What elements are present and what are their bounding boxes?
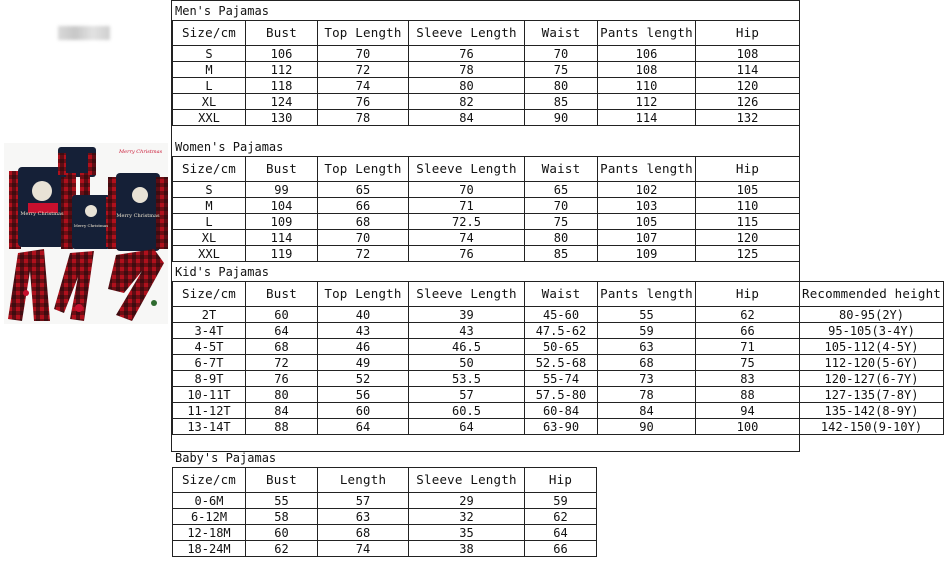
men-size-table [172,20,800,126]
women-cell: 103 [598,198,696,214]
kids-table-row [173,307,944,323]
women-cell: 70 [409,182,525,198]
kids-cell: 50-65 [525,339,598,355]
kids-cell: 84 [246,403,318,419]
women-cell: 76 [409,246,525,262]
women-size-table [172,156,800,262]
men-cell: XXL [173,110,246,126]
baby-cell: 18-24M [173,541,246,557]
kids-cell: 95-105(3-4Y) [800,323,944,339]
kids-header-cell: Hip [696,282,800,307]
men-cell: 90 [525,110,598,126]
men-cell: 85 [525,94,598,110]
baby-cell: 57 [318,493,409,509]
women-table-row [173,230,800,246]
men-cell: 124 [246,94,318,110]
product-photo [4,143,168,324]
men-header-cell: Hip [696,21,800,46]
kids-cell: 60-84 [525,403,598,419]
kids-cell: 40 [318,307,409,323]
kids-header-row [173,282,944,307]
baby-section-title: Baby's Pajamas [175,451,277,465]
women-cell: 74 [409,230,525,246]
women-cell: XXL [173,246,246,262]
women-header-cell: Hip [696,157,800,182]
kids-header-cell: Size/cm [173,282,246,307]
kids-cell: 64 [409,419,525,435]
men-header-cell: Top Length [318,21,409,46]
baby-cell: 64 [525,525,597,541]
men-cell: 118 [246,78,318,94]
women-cell: S [173,182,246,198]
shirt-text-left: Merry Christmas [20,211,64,217]
kids-cell: 4-5T [173,339,246,355]
kids-cell: 80-95(2Y) [800,307,944,323]
baby-cell: 29 [409,493,525,509]
baby-cell: 0-6M [173,493,246,509]
shirt-text-middle: Merry Christmas [73,223,109,228]
men-header-cell: Pants length [598,21,696,46]
women-table-row [173,214,800,230]
kids-table-row [173,419,944,435]
kids-cell: 39 [409,307,525,323]
men-header-cell: Waist [525,21,598,46]
kids-cell: 68 [598,355,696,371]
baby-cell: 62 [246,541,318,557]
baby-cell: 32 [409,509,525,525]
men-cell: 112 [246,62,318,78]
women-cell: 109 [246,214,318,230]
kids-cell: 43 [409,323,525,339]
men-cell: 112 [598,94,696,110]
men-cell: 70 [318,46,409,62]
kids-cell: 142-150(9-10Y) [800,419,944,435]
men-header-cell: Bust [246,21,318,46]
pajama-set-illustration [4,143,168,324]
women-header-cell: Size/cm [173,157,246,182]
men-cell: 80 [525,78,598,94]
kids-table-row [173,403,944,419]
kids-cell: 59 [598,323,696,339]
kids-cell: 135-142(8-9Y) [800,403,944,419]
men-cell: 108 [598,62,696,78]
kids-cell: 64 [318,419,409,435]
kids-cell: 52 [318,371,409,387]
women-cell: 110 [696,198,800,214]
men-cell: 80 [409,78,525,94]
men-cell: XL [173,94,246,110]
baby-cell: 60 [246,525,318,541]
kids-cell: 112-120(5-6Y) [800,355,944,371]
kids-cell: 100 [696,419,800,435]
baby-cell: 74 [318,541,409,557]
kids-cell: 60.5 [409,403,525,419]
women-header-cell: Pants length [598,157,696,182]
women-cell: 102 [598,182,696,198]
men-header-cell: Sleeve Length [409,21,525,46]
kids-header-cell: Sleeve Length [409,282,525,307]
men-cell: 84 [409,110,525,126]
women-cell: 85 [525,246,598,262]
baby-table-row [173,509,597,525]
men-header-cell: Size/cm [173,21,246,46]
kids-cell: 76 [246,371,318,387]
women-cell: 105 [598,214,696,230]
men-cell: 74 [318,78,409,94]
women-table-row [173,198,800,214]
kids-cell: 53.5 [409,371,525,387]
kids-cell: 57 [409,387,525,403]
baby-size-table [172,467,597,557]
kids-table-row [173,371,944,387]
baby-cell: 62 [525,509,597,525]
shirt-text-right: Merry Christmas [116,213,160,219]
men-table-row [173,110,800,126]
men-cell: 78 [409,62,525,78]
kids-cell: 73 [598,371,696,387]
women-cell: XL [173,230,246,246]
kids-cell: 63 [598,339,696,355]
kids-cell: 62 [696,307,800,323]
baby-cell: 38 [409,541,525,557]
baby-cell: 55 [246,493,318,509]
baby-table-row [173,525,597,541]
baby-header-cell: Hip [525,468,597,493]
women-table-row [173,182,800,198]
kids-cell: 45-60 [525,307,598,323]
baby-cell: 63 [318,509,409,525]
women-cell: M [173,198,246,214]
men-cell: 126 [696,94,800,110]
women-cell: 68 [318,214,409,230]
kids-size-table [172,281,944,435]
kids-cell: 57.5-80 [525,387,598,403]
kids-cell: 46 [318,339,409,355]
women-cell: 115 [696,214,800,230]
women-cell: 80 [525,230,598,246]
women-cell: 75 [525,214,598,230]
men-cell: 106 [598,46,696,62]
kids-cell: 13-14T [173,419,246,435]
blurred-logo [58,26,110,40]
women-cell: 65 [525,182,598,198]
kids-header-cell: Recommended height [800,282,944,307]
men-cell: 132 [696,110,800,126]
women-cell: 105 [696,182,800,198]
kids-cell: 63-90 [525,419,598,435]
women-section-title: Women's Pajamas [175,140,284,154]
men-table-row [173,62,800,78]
kids-cell: 52.5-68 [525,355,598,371]
women-header-cell: Bust [246,157,318,182]
men-table-row [173,78,800,94]
kids-cell: 80 [246,387,318,403]
women-cell: 72 [318,246,409,262]
men-cell: 78 [318,110,409,126]
kids-cell: 120-127(6-7Y) [800,371,944,387]
men-cell: S [173,46,246,62]
men-cell: 70 [525,46,598,62]
baby-header-row [173,468,597,493]
women-cell: 104 [246,198,318,214]
kids-cell: 43 [318,323,409,339]
kids-cell: 60 [246,307,318,323]
women-cell: 70 [525,198,598,214]
men-cell: 76 [409,46,525,62]
men-cell: 72 [318,62,409,78]
men-table-row [173,46,800,62]
kids-cell: 84 [598,403,696,419]
kids-cell: 2T [173,307,246,323]
men-cell: 130 [246,110,318,126]
baby-table-row [173,541,597,557]
men-table-row [173,94,800,110]
women-header-cell: Waist [525,157,598,182]
kids-header-cell: Waist [525,282,598,307]
men-cell: M [173,62,246,78]
kids-cell: 55-74 [525,371,598,387]
kids-cell: 6-7T [173,355,246,371]
men-section-title: Men's Pajamas [175,4,269,18]
kids-cell: 66 [696,323,800,339]
kids-cell: 56 [318,387,409,403]
kids-cell: 8-9T [173,371,246,387]
women-cell: 66 [318,198,409,214]
women-cell: 99 [246,182,318,198]
women-cell: 109 [598,246,696,262]
baby-header-cell: Length [318,468,409,493]
merry-christmas-sign: Merry Christmas [119,149,163,155]
men-cell: 75 [525,62,598,78]
baby-cell: 6-12M [173,509,246,525]
kids-table-row [173,339,944,355]
men-cell: 82 [409,94,525,110]
men-cell: 106 [246,46,318,62]
women-header-cell: Top Length [318,157,409,182]
kids-table-row [173,323,944,339]
baby-header-cell: Bust [246,468,318,493]
women-cell: 119 [246,246,318,262]
kids-cell: 11-12T [173,403,246,419]
kids-section-title: Kid's Pajamas [175,265,269,279]
baby-cell: 66 [525,541,597,557]
women-cell: 71 [409,198,525,214]
kids-header-cell: Pants length [598,282,696,307]
baby-header-cell: Sleeve Length [409,468,525,493]
men-cell: 120 [696,78,800,94]
baby-cell: 35 [409,525,525,541]
kids-table-row [173,355,944,371]
kids-cell: 46.5 [409,339,525,355]
women-table-row [173,246,800,262]
kids-cell: 94 [696,403,800,419]
kids-cell: 47.5-62 [525,323,598,339]
baby-table-row [173,493,597,509]
kids-cell: 75 [696,355,800,371]
men-header-row [173,21,800,46]
men-cell: 114 [696,62,800,78]
women-cell: 65 [318,182,409,198]
kids-cell: 68 [246,339,318,355]
men-cell: 110 [598,78,696,94]
kids-cell: 127-135(7-8Y) [800,387,944,403]
kids-cell: 64 [246,323,318,339]
kids-header-cell: Bust [246,282,318,307]
baby-header-cell: Size/cm [173,468,246,493]
kids-cell: 88 [696,387,800,403]
men-cell: 108 [696,46,800,62]
men-cell: L [173,78,246,94]
baby-cell: 12-18M [173,525,246,541]
kids-cell: 88 [246,419,318,435]
kids-cell: 3-4T [173,323,246,339]
women-cell: 72.5 [409,214,525,230]
kids-cell: 71 [696,339,800,355]
men-cell: 76 [318,94,409,110]
kids-cell: 83 [696,371,800,387]
kids-table-row [173,387,944,403]
kids-cell: 105-112(4-5Y) [800,339,944,355]
women-cell: 125 [696,246,800,262]
women-cell: 120 [696,230,800,246]
women-cell: 70 [318,230,409,246]
men-cell: 114 [598,110,696,126]
kids-cell: 55 [598,307,696,323]
women-header-row [173,157,800,182]
women-cell: 114 [246,230,318,246]
baby-cell: 68 [318,525,409,541]
kids-header-cell: Top Length [318,282,409,307]
kids-cell: 60 [318,403,409,419]
women-cell: 107 [598,230,696,246]
baby-cell: 59 [525,493,597,509]
kids-cell: 10-11T [173,387,246,403]
women-cell: L [173,214,246,230]
kids-cell: 78 [598,387,696,403]
kids-cell: 49 [318,355,409,371]
women-header-cell: Sleeve Length [409,157,525,182]
kids-cell: 90 [598,419,696,435]
kids-cell: 72 [246,355,318,371]
baby-cell: 58 [246,509,318,525]
kids-cell: 50 [409,355,525,371]
